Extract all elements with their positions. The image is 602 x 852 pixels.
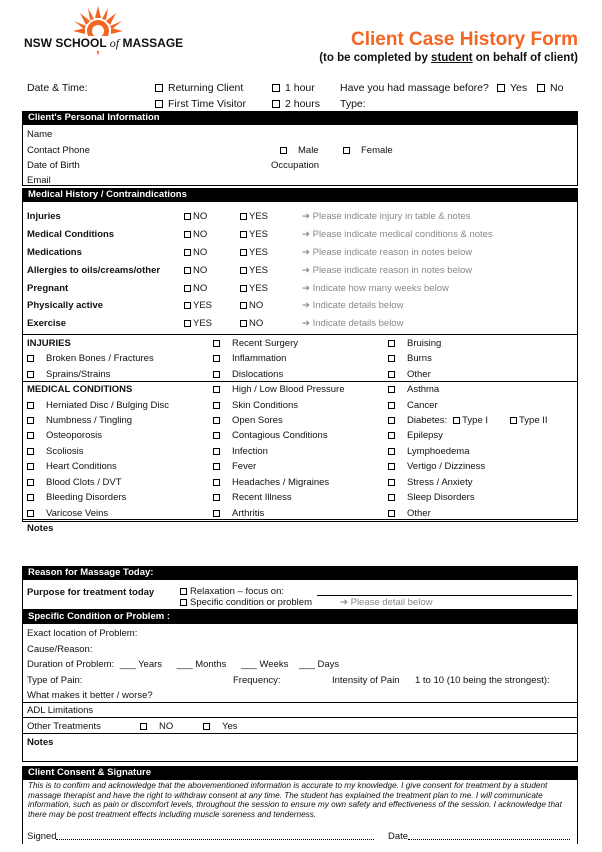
medical-row-option-b[interactable]: YES	[240, 211, 268, 222]
medical-row-option-b[interactable]: YES	[240, 247, 268, 258]
condition-checkbox-item[interactable]: Burns	[388, 353, 432, 364]
medical-row-option-b[interactable]: YES	[240, 229, 268, 240]
medical-row-option-a[interactable]: YES	[184, 318, 212, 329]
returning-client-option[interactable]: Returning Client	[155, 82, 243, 94]
form-subtitle: (to be completed by student on behalf of client)	[319, 52, 578, 64]
dob-label: Date of Birth	[27, 160, 80, 171]
email-label: Email	[27, 175, 51, 186]
adl-label: ADL Limitations	[27, 705, 94, 716]
medical-row-option-a[interactable]: YES	[184, 300, 212, 311]
medical-condition-checkbox-item[interactable]: Heart Conditions	[27, 461, 117, 472]
medical-row-option-b[interactable]: YES	[240, 283, 268, 294]
other-treatments-no-option[interactable]: NO	[140, 721, 173, 732]
medical-row-option-a[interactable]: NO	[184, 265, 207, 276]
relaxation-option[interactable]: Relaxation – focus on:	[180, 586, 284, 597]
intensity-scale-label: 1 to 10 (10 being the strongest):	[415, 675, 550, 686]
reason-hint: ➔ Please detail below	[340, 597, 433, 608]
arrow-right-icon: ➔	[302, 265, 313, 276]
arrow-right-icon: ➔	[302, 318, 313, 329]
specific-option[interactable]: Specific condition or problem	[180, 597, 312, 608]
location-label: Exact location of Problem:	[27, 628, 138, 639]
medical-row-option-a[interactable]: NO	[184, 229, 207, 240]
massage-no-option[interactable]: No	[537, 82, 563, 94]
better-worse-label: What makes it better / worse?	[27, 690, 153, 701]
phone-label: Contact Phone	[27, 145, 90, 156]
condition-checkbox-item[interactable]: Sleep Disorders	[388, 492, 475, 503]
injuries-heading: INJURIES	[27, 338, 71, 349]
medical-row-option-a[interactable]: NO	[184, 211, 207, 222]
medical-row-option-b[interactable]: NO	[240, 300, 263, 311]
consent-text: This is to confirm and acknowledge that the abovementioned information is accurate to my knowledge. I give consent for treatment by a student massage therapist and have the right to withdraw consent at any time. The student has explained the treatment plan to me. I will communicate information, such as pain or discomfort levels, throughout the session to ensure my own safety and effectiveness of the session. I acknowledge that there may be post treatment effects including muscle soreness and tenderness.	[28, 781, 562, 819]
other-treatments-yes-option[interactable]: Yes	[203, 721, 238, 732]
medical-condition-checkbox-item[interactable]: Osteoporosis	[27, 430, 102, 441]
specific-heading: Specific Condition or Problem :	[22, 610, 578, 624]
condition-checkbox-item[interactable]: Stress / Anxiety	[388, 477, 472, 488]
arrow-right-icon: ➔	[302, 229, 313, 240]
condition-checkbox-item[interactable]: High / Low Blood Pressure	[213, 384, 344, 395]
condition-checkbox-item[interactable]: Contagious Conditions	[213, 430, 328, 441]
medical-row-hint: ➔ Indicate details below	[302, 300, 404, 311]
condition-checkbox-item[interactable]: Headaches / Migraines	[213, 477, 329, 488]
medical-row-label: Medications	[27, 247, 82, 258]
specific-notes-label: Notes	[27, 737, 54, 748]
medical-row-label: Injuries	[27, 211, 61, 222]
date-label: Date	[388, 831, 409, 842]
condition-checkbox-item[interactable]: Lymphoedema	[388, 446, 470, 457]
arrow-right-icon: ➔	[302, 283, 313, 294]
reason-heading: Reason for Massage Today:	[22, 566, 578, 580]
medical-condition-checkbox-item[interactable]: Varicose Veins	[27, 508, 108, 519]
injury-checkbox-item[interactable]: Sprains/Strains	[27, 369, 110, 380]
condition-checkbox-item[interactable]: Infection	[213, 446, 268, 457]
form-title: Client Case History Form	[351, 29, 578, 50]
duration-row: Duration of Problem: ___ Years ___ Months ___ Weeks ___ Days	[27, 659, 340, 670]
type-label: Type:	[340, 98, 366, 110]
cause-label: Cause/Reason:	[27, 644, 93, 655]
condition-checkbox-item[interactable]: Dislocations	[213, 369, 283, 380]
had-massage-label: Have you had massage before?	[340, 82, 489, 94]
medical-row-hint: ➔ Please indicate injury in table & notes	[302, 211, 471, 222]
arrow-right-icon: ➔	[302, 211, 313, 222]
medical-row-hint: ➔ Please indicate reason in notes below	[302, 247, 473, 258]
medical-condition-checkbox-item[interactable]: Numbness / Tingling	[27, 415, 132, 426]
arrow-right-icon: ➔	[302, 300, 313, 311]
condition-checkbox-item[interactable]: Other	[388, 369, 431, 380]
medical-row-label: Medical Conditions	[27, 229, 115, 240]
condition-checkbox-item[interactable]: Bruising	[388, 338, 441, 349]
condition-checkbox-item[interactable]: Open Sores	[213, 415, 283, 426]
two-hours-option[interactable]: 2 hours	[272, 98, 320, 110]
medical-row-hint: ➔ Indicate how many weeks below	[302, 283, 449, 294]
signed-label: Signed	[27, 831, 57, 842]
personal-info-heading: Client's Personal Information	[22, 111, 578, 125]
male-option[interactable]: Male	[280, 145, 319, 156]
female-option[interactable]: Female	[343, 145, 393, 156]
medical-condition-checkbox-item[interactable]: Bleeding Disorders	[27, 492, 126, 503]
condition-checkbox-item[interactable]: Epilepsy	[388, 430, 443, 441]
arrow-right-icon: ➔	[340, 597, 351, 608]
date-line[interactable]	[408, 839, 570, 840]
other-treatments-label: Other Treatments	[27, 721, 101, 732]
medical-conditions-heading: MEDICAL CONDITIONS	[27, 384, 133, 395]
condition-checkbox-item[interactable]: Vertigo / Dizziness	[388, 461, 485, 472]
date-time-label: Date & Time:	[27, 82, 88, 94]
medical-condition-checkbox-item[interactable]: Scoliosis	[27, 446, 84, 457]
arrow-right-icon: ➔	[302, 247, 313, 258]
medical-row-hint: ➔ Indicate details below	[302, 318, 404, 329]
medical-row-hint: ➔ Please indicate medical conditions & notes	[302, 229, 493, 240]
logo-text: NSW SCHOOL of MASSAGE	[24, 36, 184, 50]
name-label: Name	[27, 129, 53, 140]
first-time-option[interactable]: First Time Visitor	[155, 98, 246, 110]
condition-checkbox-item[interactable]: Other	[388, 508, 431, 519]
massage-yes-option[interactable]: Yes	[497, 82, 527, 94]
medical-condition-checkbox-item[interactable]: Blood Clots / DVT	[27, 477, 122, 488]
signature-line[interactable]	[56, 839, 374, 840]
medical-row-option-b[interactable]: NO	[240, 318, 263, 329]
condition-checkbox-item[interactable]: Skin Conditions	[213, 400, 298, 411]
condition-checkbox-item[interactable]: Arthritis	[213, 508, 264, 519]
purpose-label: Purpose for treatment today	[27, 587, 155, 598]
medical-row-label: Physically active	[27, 300, 104, 311]
medical-history-heading: Medical History / Contraindications	[22, 188, 578, 202]
medical-row-option-a[interactable]: NO	[184, 247, 207, 258]
condition-checkbox-item[interactable]: Recent Illness	[213, 492, 292, 503]
frequency-label: Frequency:	[233, 675, 281, 686]
condition-checkbox-item[interactable]: Cancer	[388, 400, 438, 411]
injury-checkbox-item[interactable]: Broken Bones / Fractures	[27, 353, 154, 364]
condition-checkbox-item[interactable]: Recent Surgery	[213, 338, 298, 349]
occupation-label: Occupation	[271, 160, 320, 171]
condition-checkbox-item[interactable]: Inflammation	[213, 353, 286, 364]
logo	[22, 6, 182, 56]
condition-checkbox-item[interactable]: Asthma	[388, 384, 439, 395]
condition-checkbox-item[interactable]: Fever	[213, 461, 256, 472]
condition-checkbox-item[interactable]: Diabetes: Type I Type II	[388, 415, 548, 426]
intensity-label: Intensity of Pain	[332, 675, 400, 686]
medical-row-option-a[interactable]: NO	[184, 283, 207, 294]
medical-notes-label: Notes	[27, 523, 54, 534]
medical-row-label: Pregnant	[27, 283, 69, 294]
medical-condition-checkbox-item[interactable]: Herniated Disc / Bulging Disc	[27, 400, 169, 411]
medical-row-label: Exercise	[27, 318, 67, 329]
medical-row-hint: ➔ Please indicate reason in notes below	[302, 265, 473, 276]
pain-type-label: Type of Pain:	[27, 675, 83, 686]
medical-row-option-b[interactable]: YES	[240, 265, 268, 276]
one-hour-option[interactable]: 1 hour	[272, 82, 315, 94]
consent-heading: Client Consent & Signature	[22, 766, 578, 780]
medical-row-label: Allergies to oils/creams/other	[27, 265, 161, 276]
